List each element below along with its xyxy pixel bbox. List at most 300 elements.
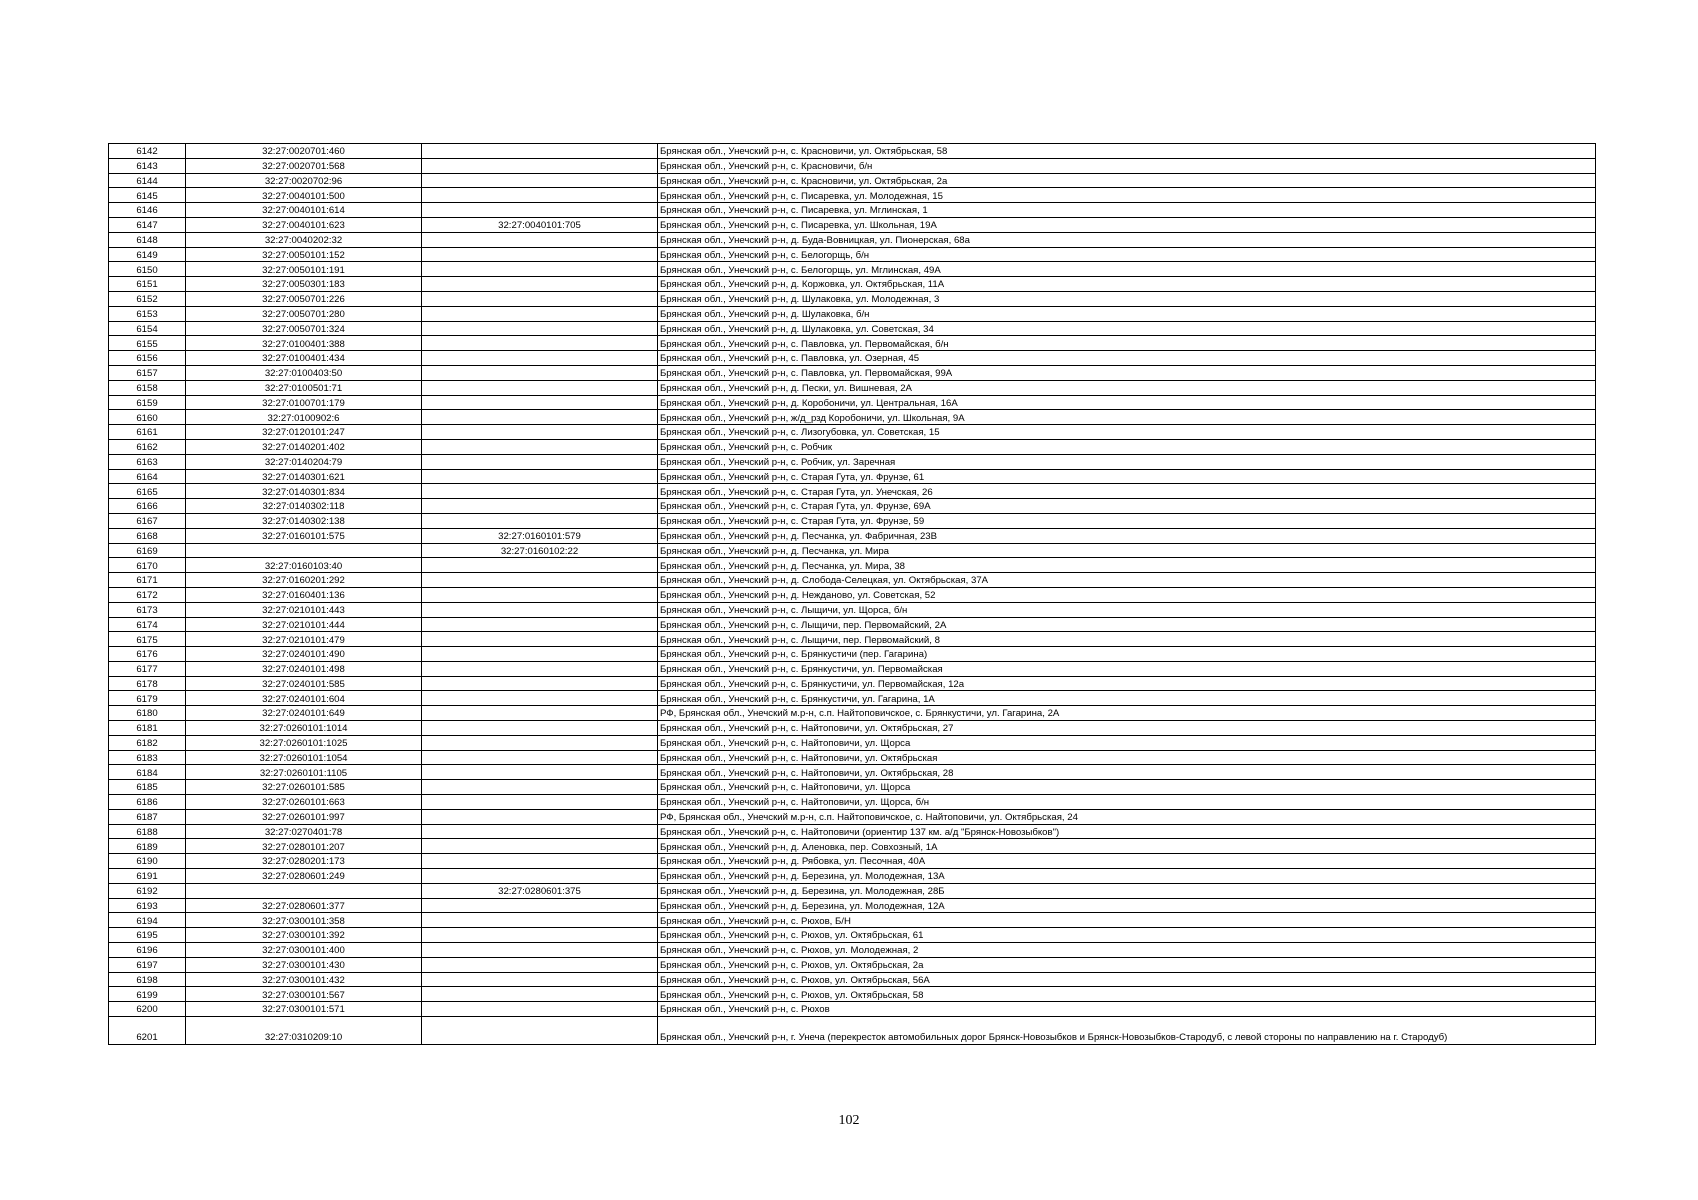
cadastral-number-cell: 32:27:0100902:6	[186, 410, 422, 425]
cadastral-number-cell: 32:27:0140204:79	[186, 454, 422, 469]
row-number-cell: 6177	[109, 661, 186, 676]
address-cell: Брянская обл., Унечский р-н, д. Песчанка, ул. Мира	[658, 543, 1596, 558]
cadastral-number-cell: 32:27:0270401:78	[186, 824, 422, 839]
address-cell: Брянская обл., Унечский р-н, д. Березина, ул. Молодежная, 12А	[658, 898, 1596, 913]
row-number-cell: 6194	[109, 913, 186, 928]
table-row	[109, 217, 1596, 232]
cadastral-number-cell: 32:27:0240101:585	[186, 676, 422, 691]
cadastral-number-cell: 32:27:0260101:585	[186, 780, 422, 795]
address-cell: РФ, Брянская обл., Унечский м.р-н, с.п. Найтоповичское, с. Найтоповичи, ул. Октябрьская, 24	[658, 809, 1596, 824]
row-number-cell: 6188	[109, 824, 186, 839]
address-cell: Брянская обл., Унечский р-н, д. Шулаковка, ул. Молодежная, 3	[658, 291, 1596, 306]
row-number-cell: 6193	[109, 898, 186, 913]
row-number-cell: 6169	[109, 543, 186, 558]
table-row	[109, 425, 1596, 440]
address-cell: Брянская обл., Унечский р-н, д. Нежданово, ул. Советская, 52	[658, 587, 1596, 602]
table-row	[109, 632, 1596, 647]
linked-cadastral-number-cell	[422, 277, 658, 292]
registry-table-body	[109, 144, 1596, 1045]
row-number-cell: 6149	[109, 247, 186, 262]
table-row	[109, 824, 1596, 839]
cadastral-number-cell: 32:27:0300101:571	[186, 1002, 422, 1017]
linked-cadastral-number-cell	[422, 854, 658, 869]
table-row	[109, 277, 1596, 292]
cadastral-number-cell: 32:27:0210101:443	[186, 602, 422, 617]
address-cell: Брянская обл., Унечский р-н, с. Рюхов, ул. Октябрьская, 56А	[658, 972, 1596, 987]
address-cell: Брянская обл., Унечский р-н, с. Красновичи, б/н	[658, 158, 1596, 173]
address-cell: Брянская обл., Унечский р-н, г. Унеча (перекресток автомобильных дорог Брянск-Новозыбков и Брянск-Новозыбков-Стародуб, с левой стороны по направлению на г. Стародуб)	[658, 1017, 1596, 1045]
row-number-cell: 6173	[109, 602, 186, 617]
row-number-cell: 6176	[109, 647, 186, 662]
row-number-cell: 6153	[109, 306, 186, 321]
row-number-cell: 6164	[109, 469, 186, 484]
address-cell: Брянская обл., Унечский р-н, д. Шулаковка, б/н	[658, 306, 1596, 321]
table-row	[109, 913, 1596, 928]
table-row	[109, 395, 1596, 410]
cadastral-number-cell: 32:27:0140301:834	[186, 484, 422, 499]
cadastral-number-cell: 32:27:0120101:247	[186, 425, 422, 440]
row-number-cell: 6146	[109, 203, 186, 218]
table-row	[109, 647, 1596, 662]
row-number-cell: 6151	[109, 277, 186, 292]
row-number-cell: 6192	[109, 883, 186, 898]
cadastral-number-cell	[186, 883, 422, 898]
linked-cadastral-number-cell	[422, 809, 658, 824]
linked-cadastral-number-cell	[422, 499, 658, 514]
table-row	[109, 558, 1596, 573]
linked-cadastral-number-cell	[422, 321, 658, 336]
linked-cadastral-number-cell	[422, 721, 658, 736]
table-row	[109, 247, 1596, 262]
linked-cadastral-number-cell	[422, 484, 658, 499]
linked-cadastral-number-cell	[422, 558, 658, 573]
address-cell: Брянская обл., Унечский р-н, с. Рюхов, Б/Н	[658, 913, 1596, 928]
cadastral-number-cell: 32:27:0260101:1014	[186, 721, 422, 736]
table-row	[109, 454, 1596, 469]
address-cell: Брянская обл., Унечский р-н, с. Лыщичи, ул. Щорса, б/н	[658, 602, 1596, 617]
cadastral-number-cell: 32:27:0260101:1025	[186, 735, 422, 750]
row-number-cell: 6191	[109, 869, 186, 884]
cadastral-number-cell: 32:27:0040101:623	[186, 217, 422, 232]
cadastral-number-cell: 32:27:0140302:138	[186, 513, 422, 528]
linked-cadastral-number-cell	[422, 1017, 658, 1045]
address-cell: Брянская обл., Унечский р-н, д. Коржовка, ул. Октябрьская, 11А	[658, 277, 1596, 292]
table-row	[109, 750, 1596, 765]
cadastral-number-cell: 32:27:0160103:40	[186, 558, 422, 573]
table-row	[109, 499, 1596, 514]
row-number-cell: 6186	[109, 795, 186, 810]
linked-cadastral-number-cell	[422, 439, 658, 454]
row-number-cell: 6179	[109, 691, 186, 706]
address-cell: Брянская обл., Унечский р-н, с. Рюхов	[658, 1002, 1596, 1017]
table-row	[109, 528, 1596, 543]
address-cell: Брянская обл., Унечский р-н, д. Коробоничи, ул. Центральная, 16А	[658, 395, 1596, 410]
address-cell: Брянская обл., Унечский р-н, с. Красновичи, ул. Октябрьская, 58	[658, 144, 1596, 159]
address-cell: Брянская обл., Унечский р-н, д. Аленовка, пер. Совхозный, 1А	[658, 839, 1596, 854]
cadastral-number-cell: 32:27:0050101:191	[186, 262, 422, 277]
table-row	[109, 203, 1596, 218]
address-cell: Брянская обл., Унечский р-н, с. Рюхов, ул. Октябрьская, 61	[658, 928, 1596, 943]
table-row	[109, 573, 1596, 588]
row-number-cell: 6156	[109, 351, 186, 366]
address-cell: Брянская обл., Унечский р-н, с. Лыщичи, пер. Первомайский, 8	[658, 632, 1596, 647]
row-number-cell: 6190	[109, 854, 186, 869]
cadastral-number-cell: 32:27:0140302:118	[186, 499, 422, 514]
cadastral-number-cell: 32:27:0040202:32	[186, 232, 422, 247]
table-row	[109, 336, 1596, 351]
table-row	[109, 291, 1596, 306]
cadastral-number-cell: 32:27:0300101:430	[186, 957, 422, 972]
cadastral-number-cell: 32:27:0020701:568	[186, 158, 422, 173]
cadastral-number-cell: 32:27:0160101:575	[186, 528, 422, 543]
table-row	[109, 883, 1596, 898]
row-number-cell: 6175	[109, 632, 186, 647]
table-row	[109, 691, 1596, 706]
cadastral-number-cell: 32:27:0100401:388	[186, 336, 422, 351]
table-row	[109, 410, 1596, 425]
address-cell: Брянская обл., Унечский р-н, с. Старая Гута, ул. Фрунзе, 69А	[658, 499, 1596, 514]
linked-cadastral-number-cell	[422, 188, 658, 203]
linked-cadastral-number-cell	[422, 750, 658, 765]
linked-cadastral-number-cell	[422, 957, 658, 972]
table-row	[109, 780, 1596, 795]
row-number-cell: 6165	[109, 484, 186, 499]
row-number-cell: 6195	[109, 928, 186, 943]
cadastral-number-cell: 32:27:0020701:460	[186, 144, 422, 159]
row-number-cell: 6174	[109, 617, 186, 632]
address-cell: Брянская обл., Унечский р-н, с. Старая Гута, ул. Фрунзе, 61	[658, 469, 1596, 484]
address-cell: Брянская обл., Унечский р-н, д. Буда-Вовницкая, ул. Пионерская, 68а	[658, 232, 1596, 247]
table-row	[109, 617, 1596, 632]
table-row	[109, 543, 1596, 558]
table-row	[109, 795, 1596, 810]
row-number-cell: 6148	[109, 232, 186, 247]
linked-cadastral-number-cell	[422, 795, 658, 810]
address-cell: Брянская обл., Унечский р-н, с. Лизогубовка, ул. Советская, 15	[658, 425, 1596, 440]
row-number-cell: 6158	[109, 380, 186, 395]
row-number-cell: 6172	[109, 587, 186, 602]
cadastral-number-cell: 32:27:0300101:567	[186, 987, 422, 1002]
linked-cadastral-number-cell	[422, 144, 658, 159]
address-cell: Брянская обл., Унечский р-н, с. Старая Гута, ул. Фрунзе, 59	[658, 513, 1596, 528]
address-cell: Брянская обл., Унечский р-н, с. Лыщичи, пер. Первомайский, 2А	[658, 617, 1596, 632]
address-cell: Брянская обл., Унечский р-н, с. Найтоповичи, ул. Щорса	[658, 780, 1596, 795]
address-cell: Брянская обл., Унечский р-н, с. Найтоповичи, ул. Октябрьская, 28	[658, 765, 1596, 780]
row-number-cell: 6201	[109, 1017, 186, 1045]
linked-cadastral-number-cell	[422, 691, 658, 706]
cadastral-number-cell: 32:27:0300101:400	[186, 943, 422, 958]
cadastral-number-cell: 32:27:0210101:444	[186, 617, 422, 632]
cadastral-number-cell: 32:27:0040101:500	[186, 188, 422, 203]
linked-cadastral-number-cell	[422, 425, 658, 440]
row-number-cell: 6155	[109, 336, 186, 351]
row-number-cell: 6144	[109, 173, 186, 188]
linked-cadastral-number-cell	[422, 262, 658, 277]
cadastral-number-cell: 32:27:0050701:324	[186, 321, 422, 336]
address-cell: Брянская обл., Унечский р-н, с. Белогорщь, ул. Мглинская, 49А	[658, 262, 1596, 277]
table-row	[109, 661, 1596, 676]
table-row	[109, 957, 1596, 972]
address-cell: Брянская обл., Унечский р-н, с. Найтоповичи, ул. Октябрьская	[658, 750, 1596, 765]
table-row	[109, 735, 1596, 750]
linked-cadastral-number-cell	[422, 824, 658, 839]
table-row	[109, 706, 1596, 721]
row-number-cell: 6182	[109, 735, 186, 750]
linked-cadastral-number-cell	[422, 587, 658, 602]
cadastral-number-cell: 32:27:0240101:649	[186, 706, 422, 721]
row-number-cell: 6163	[109, 454, 186, 469]
linked-cadastral-number-cell	[422, 735, 658, 750]
table-row	[109, 380, 1596, 395]
table-row	[109, 365, 1596, 380]
cadastral-number-cell: 32:27:0100501:71	[186, 380, 422, 395]
address-cell: Брянская обл., Унечский р-н, с. Писаревка, ул. Школьная, 19А	[658, 217, 1596, 232]
address-cell: Брянская обл., Унечский р-н, с. Рюхов, ул. Молодежная, 2	[658, 943, 1596, 958]
linked-cadastral-number-cell	[422, 913, 658, 928]
cadastral-number-cell: 32:27:0280101:207	[186, 839, 422, 854]
table-row	[109, 898, 1596, 913]
cadastral-number-cell: 32:27:0240101:498	[186, 661, 422, 676]
row-number-cell: 6170	[109, 558, 186, 573]
address-cell: РФ, Брянская обл., Унечский м.р-н, с.п. Найтоповичское, с. Брянкустичи, ул. Гагарина, 2А	[658, 706, 1596, 721]
address-cell: Брянская обл., Унечский р-н, с. Брянкустичи, ул. Первомайская, 12а	[658, 676, 1596, 691]
linked-cadastral-number-cell	[422, 365, 658, 380]
row-number-cell: 6184	[109, 765, 186, 780]
linked-cadastral-number-cell	[422, 972, 658, 987]
linked-cadastral-number-cell	[422, 617, 658, 632]
cadastral-number-cell: 32:27:0160401:136	[186, 587, 422, 602]
row-number-cell: 6178	[109, 676, 186, 691]
table-row	[109, 188, 1596, 203]
table-row	[109, 602, 1596, 617]
address-cell: Брянская обл., Унечский р-н, с. Найтоповичи (ориентир 137 км. а/д "Брянск-Новозыбков")	[658, 824, 1596, 839]
address-cell: Брянская обл., Унечский р-н, с. Брянкустичи, ул. Первомайская	[658, 661, 1596, 676]
address-cell: Брянская обл., Унечский р-н, с. Красновичи, ул. Октябрьская, 2а	[658, 173, 1596, 188]
cadastral-number-cell: 32:27:0310209:10	[186, 1017, 422, 1045]
cadastral-number-cell: 32:27:0260101:1105	[186, 765, 422, 780]
linked-cadastral-number-cell	[422, 780, 658, 795]
linked-cadastral-number-cell: 32:27:0040101:705	[422, 217, 658, 232]
row-number-cell: 6196	[109, 943, 186, 958]
cadastral-number-cell: 32:27:0140201:402	[186, 439, 422, 454]
cadastral-number-cell: 32:27:0280601:377	[186, 898, 422, 913]
address-cell: Брянская обл., Унечский р-н, д. Березина, ул. Молодежная, 28Б	[658, 883, 1596, 898]
linked-cadastral-number-cell: 32:27:0160102:22	[422, 543, 658, 558]
linked-cadastral-number-cell	[422, 306, 658, 321]
address-cell: Брянская обл., Унечский р-н, с. Робчик, ул. Заречная	[658, 454, 1596, 469]
row-number-cell: 6145	[109, 188, 186, 203]
table-row	[109, 972, 1596, 987]
table-row	[109, 765, 1596, 780]
cadastral-number-cell: 32:27:0280201:173	[186, 854, 422, 869]
table-row	[109, 306, 1596, 321]
address-cell: Брянская обл., Унечский р-н, д. Шулаковка, ул. Советская, 34	[658, 321, 1596, 336]
cadastral-number-cell: 32:27:0100401:434	[186, 351, 422, 366]
cadastral-number-cell: 32:27:0100701:179	[186, 395, 422, 410]
table-row	[109, 928, 1596, 943]
address-cell: Брянская обл., Унечский р-н, с. Найтоповичи, ул. Октябрьская, 27	[658, 721, 1596, 736]
linked-cadastral-number-cell	[422, 158, 658, 173]
address-cell: Брянская обл., Унечский р-н, д. Рябовка, ул. Песочная, 40А	[658, 854, 1596, 869]
row-number-cell: 6166	[109, 499, 186, 514]
row-number-cell: 6167	[109, 513, 186, 528]
cadastral-number-cell: 32:27:0300101:432	[186, 972, 422, 987]
linked-cadastral-number-cell	[422, 513, 658, 528]
linked-cadastral-number-cell	[422, 632, 658, 647]
row-number-cell: 6183	[109, 750, 186, 765]
table-row	[109, 158, 1596, 173]
address-cell: Брянская обл., Унечский р-н, с. Павловка, ул. Первомайская, 99А	[658, 365, 1596, 380]
address-cell: Брянская обл., Унечский р-н, с. Найтоповичи, ул. Щорса, б/н	[658, 795, 1596, 810]
address-cell: Брянская обл., Унечский р-н, с. Найтоповичи, ул. Щорса	[658, 735, 1596, 750]
linked-cadastral-number-cell	[422, 469, 658, 484]
linked-cadastral-number-cell	[422, 291, 658, 306]
table-row	[109, 1002, 1596, 1017]
row-number-cell: 6150	[109, 262, 186, 277]
linked-cadastral-number-cell	[422, 647, 658, 662]
table-row	[109, 513, 1596, 528]
cadastral-number-cell: 32:27:0050101:152	[186, 247, 422, 262]
linked-cadastral-number-cell	[422, 1002, 658, 1017]
table-row	[109, 839, 1596, 854]
cadastral-number-cell: 32:27:0240101:490	[186, 647, 422, 662]
row-number-cell: 6157	[109, 365, 186, 380]
cadastral-number-cell: 32:27:0050701:226	[186, 291, 422, 306]
table-row	[109, 1017, 1596, 1045]
row-number-cell: 6161	[109, 425, 186, 440]
table-row	[109, 676, 1596, 691]
address-cell: Брянская обл., Унечский р-н, с. Павловка, ул. Первомайская, б/н	[658, 336, 1596, 351]
linked-cadastral-number-cell	[422, 395, 658, 410]
linked-cadastral-number-cell	[422, 351, 658, 366]
table-row	[109, 321, 1596, 336]
cadastral-number-cell: 32:27:0260101:663	[186, 795, 422, 810]
linked-cadastral-number-cell	[422, 203, 658, 218]
table-row	[109, 484, 1596, 499]
row-number-cell: 6142	[109, 144, 186, 159]
linked-cadastral-number-cell	[422, 765, 658, 780]
address-cell: Брянская обл., Унечский р-н, с. Рюхов, ул. Октябрьская, 2а	[658, 957, 1596, 972]
linked-cadastral-number-cell	[422, 898, 658, 913]
linked-cadastral-number-cell	[422, 676, 658, 691]
cadastral-number-cell: 32:27:0300101:358	[186, 913, 422, 928]
table-row	[109, 173, 1596, 188]
table-row	[109, 144, 1596, 159]
address-cell: Брянская обл., Унечский р-н, с. Старая Гута, ул. Унечская, 26	[658, 484, 1596, 499]
linked-cadastral-number-cell	[422, 336, 658, 351]
linked-cadastral-number-cell	[422, 987, 658, 1002]
address-cell: Брянская обл., Унечский р-н, с. Белогорщь, б/н	[658, 247, 1596, 262]
address-cell: Брянская обл., Унечский р-н, с. Рюхов, ул. Октябрьская, 58	[658, 987, 1596, 1002]
row-number-cell: 6198	[109, 972, 186, 987]
linked-cadastral-number-cell	[422, 380, 658, 395]
registry-table	[108, 143, 1596, 1045]
row-number-cell: 6200	[109, 1002, 186, 1017]
address-cell: Брянская обл., Унечский р-н, д. Пески, ул. Вишневая, 2А	[658, 380, 1596, 395]
table-row	[109, 232, 1596, 247]
table-row	[109, 721, 1596, 736]
address-cell: Брянская обл., Унечский р-н, с. Брянкустичи (пер. Гагарина)	[658, 647, 1596, 662]
linked-cadastral-number-cell	[422, 869, 658, 884]
cadastral-number-cell: 32:27:0260101:1054	[186, 750, 422, 765]
table-row	[109, 869, 1596, 884]
address-cell: Брянская обл., Унечский р-н, с. Брянкустичи, ул. Гагарина, 1А	[658, 691, 1596, 706]
table-row	[109, 987, 1596, 1002]
linked-cadastral-number-cell	[422, 839, 658, 854]
table-row	[109, 809, 1596, 824]
address-cell: Брянская обл., Унечский р-н, д. Слобода-Селецкая, ул. Октябрьская, 37А	[658, 573, 1596, 588]
linked-cadastral-number-cell	[422, 706, 658, 721]
row-number-cell: 6181	[109, 721, 186, 736]
cadastral-number-cell: 32:27:0160201:292	[186, 573, 422, 588]
address-cell: Брянская обл., Унечский р-н, д. Березина, ул. Молодежная, 13А	[658, 869, 1596, 884]
row-number-cell: 6162	[109, 439, 186, 454]
row-number-cell: 6147	[109, 217, 186, 232]
cadastral-number-cell: 32:27:0040101:614	[186, 203, 422, 218]
table-row	[109, 262, 1596, 277]
address-cell: Брянская обл., Унечский р-н, с. Писаревка, ул. Мглинская, 1	[658, 203, 1596, 218]
linked-cadastral-number-cell	[422, 573, 658, 588]
page-number: 102	[838, 1113, 860, 1128]
linked-cadastral-number-cell	[422, 454, 658, 469]
address-cell: Брянская обл., Унечский р-н, ж/д_рзд Коробоничи, ул. Школьная, 9А	[658, 410, 1596, 425]
row-number-cell: 6189	[109, 839, 186, 854]
linked-cadastral-number-cell	[422, 410, 658, 425]
row-number-cell: 6185	[109, 780, 186, 795]
linked-cadastral-number-cell: 32:27:0280601:375	[422, 883, 658, 898]
linked-cadastral-number-cell	[422, 661, 658, 676]
table-row	[109, 943, 1596, 958]
linked-cadastral-number-cell: 32:27:0160101:579	[422, 528, 658, 543]
cadastral-number-cell: 32:27:0280601:249	[186, 869, 422, 884]
row-number-cell: 6197	[109, 957, 186, 972]
cadastral-number-cell: 32:27:0260101:997	[186, 809, 422, 824]
address-cell: Брянская обл., Унечский р-н, д. Песчанка, ул. Фабричная, 23В	[658, 528, 1596, 543]
cadastral-number-cell	[186, 543, 422, 558]
cadastral-number-cell: 32:27:0050701:280	[186, 306, 422, 321]
cadastral-number-cell: 32:27:0300101:392	[186, 928, 422, 943]
row-number-cell: 6159	[109, 395, 186, 410]
table-row	[109, 587, 1596, 602]
cadastral-number-cell: 32:27:0100403:50	[186, 365, 422, 380]
cadastral-number-cell: 32:27:0240101:604	[186, 691, 422, 706]
linked-cadastral-number-cell	[422, 247, 658, 262]
row-number-cell: 6152	[109, 291, 186, 306]
row-number-cell: 6154	[109, 321, 186, 336]
row-number-cell: 6199	[109, 987, 186, 1002]
cadastral-number-cell: 32:27:0210101:479	[186, 632, 422, 647]
table-row	[109, 439, 1596, 454]
row-number-cell: 6180	[109, 706, 186, 721]
cadastral-number-cell: 32:27:0140301:621	[186, 469, 422, 484]
address-cell: Брянская обл., Унечский р-н, с. Павловка, ул. Озерная, 45	[658, 351, 1596, 366]
cadastral-number-cell: 32:27:0050301:183	[186, 277, 422, 292]
row-number-cell: 6168	[109, 528, 186, 543]
row-number-cell: 6171	[109, 573, 186, 588]
linked-cadastral-number-cell	[422, 602, 658, 617]
address-cell: Брянская обл., Унечский р-н, с. Робчик	[658, 439, 1596, 454]
linked-cadastral-number-cell	[422, 928, 658, 943]
linked-cadastral-number-cell	[422, 943, 658, 958]
row-number-cell: 6187	[109, 809, 186, 824]
table-row	[109, 469, 1596, 484]
linked-cadastral-number-cell	[422, 232, 658, 247]
table-row	[109, 351, 1596, 366]
address-cell: Брянская обл., Унечский р-н, с. Писаревка, ул. Молодежная, 15	[658, 188, 1596, 203]
row-number-cell: 6143	[109, 158, 186, 173]
cadastral-number-cell: 32:27:0020702:96	[186, 173, 422, 188]
table-row	[109, 854, 1596, 869]
